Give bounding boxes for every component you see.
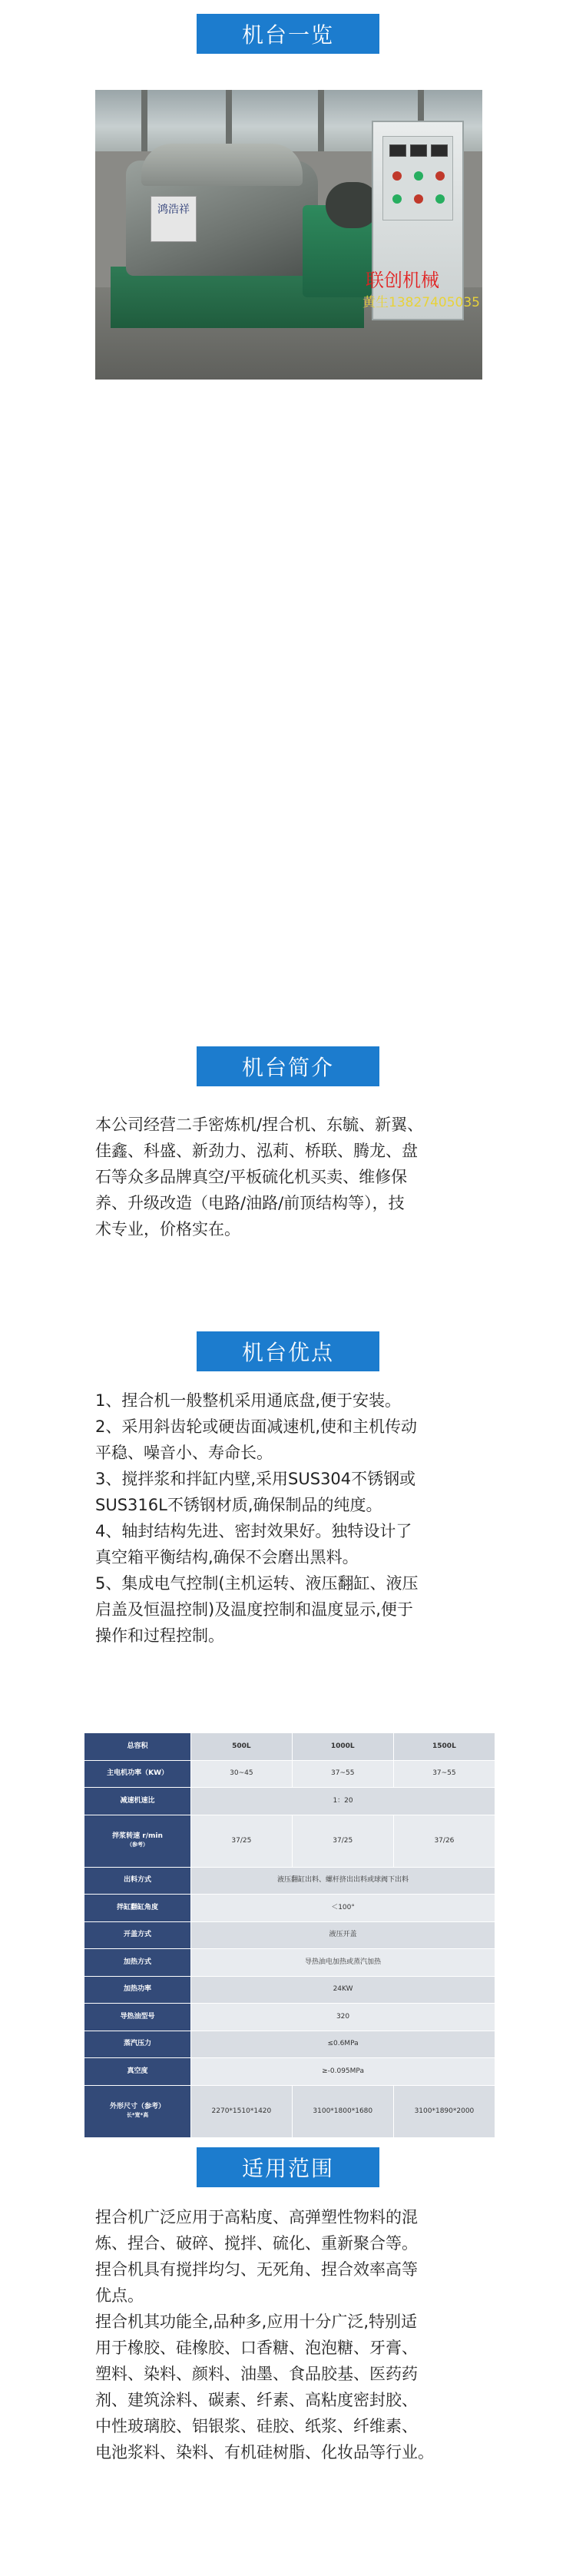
advantage-line: 启盖及恒温控制)及温度控制和温度显示,便于 — [95, 1600, 413, 1619]
section-header-overview — [197, 14, 379, 54]
scope-line: 中性玻璃胶、铝银浆、硅胶、纸浆、纤维素、 — [95, 2417, 418, 2435]
scope-line: 塑料、染料、颜料、油墨、食品胶基、医药药 — [95, 2365, 418, 2383]
spec-value: ＜100° — [191, 1895, 495, 1922]
section-header-intro — [197, 1046, 379, 1086]
spec-table-row — [84, 1949, 495, 1977]
section-title-advantages: 机台优点 — [241, 1340, 334, 1365]
spec-value: 3100*1800*1680 — [292, 2085, 393, 2137]
spec-table-row — [84, 2085, 495, 2137]
spec-label: 蒸汽压力 — [84, 2031, 191, 2058]
spec-value: ≥-0.095MPa — [191, 2058, 495, 2086]
spec-table-row — [84, 1921, 495, 1949]
advantage-line: 4、轴封结构先进、密封效果好。独特设计了 — [95, 1522, 412, 1540]
spec-value: 37/26 — [393, 1815, 495, 1867]
scope-line: 捏合机具有搅拌均匀、无死角、捏合效率高等 — [95, 2260, 418, 2279]
advantage-line: 3、搅拌浆和拌缸内壁,采用SUS304不锈钢或 — [95, 1470, 416, 1488]
spec-label: 出料方式 — [84, 1867, 191, 1895]
spec-table-row — [84, 2031, 495, 2058]
control-panel — [382, 136, 453, 220]
spec-label: 拌缸翻缸角度 — [84, 1895, 191, 1922]
spec-value: 37~55 — [292, 1760, 393, 1788]
scope-line: 捏合机广泛应用于高粘度、高弹塑性物料的混 — [95, 2208, 418, 2226]
spec-value: 30~45 — [191, 1760, 293, 1788]
section-header-advantages — [197, 1331, 379, 1371]
spec-label: 主电机功率（KW） — [84, 1760, 191, 1788]
intro-line: 术专业，价格实在。 — [95, 1220, 240, 1238]
spec-label: 减速机速比 — [84, 1788, 191, 1815]
spec-value: 37~55 — [393, 1760, 495, 1788]
spec-table-header-row — [84, 1733, 495, 1761]
spec-table-row — [84, 1895, 495, 1922]
section-header-scope — [197, 2147, 379, 2187]
spec-label: 总容积 — [84, 1733, 191, 1761]
photo-watermark-phone: 黄生13827405035 — [362, 295, 480, 310]
kneader-lid — [141, 144, 303, 186]
photo-watermark-name: 联创机械 — [366, 270, 439, 291]
machine-nameplate: 鸿浩祥 — [151, 196, 197, 242]
intro-line: 佳鑫、科盛、新劲力、泓莉、桥联、腾龙、盘 — [95, 1142, 418, 1160]
scope-line: 炼、捏合、破碎、搅拌、硫化、重新聚合等。 — [95, 2234, 418, 2253]
intro-paragraph — [95, 1112, 485, 1242]
scope-paragraph — [95, 2204, 485, 2465]
spec-label: 导热油型号 — [84, 2004, 191, 2031]
spec-value: 1：20 — [191, 1788, 495, 1815]
spec-label: 真空度 — [84, 2058, 191, 2086]
section-title-overview: 机台一览 — [241, 22, 334, 48]
spec-label: 开盖方式 — [84, 1921, 191, 1949]
machine-photo — [95, 90, 482, 380]
spec-label — [84, 1815, 191, 1867]
scope-line: 捏合机其功能全,品种多,应用十分广泛,特别适 — [95, 2312, 418, 2331]
advantage-line: 5、集成电气控制(主机运转、液压翻缸、液压 — [95, 1574, 419, 1593]
spec-label-text: 外形尺寸（参考） — [110, 2103, 166, 2111]
spec-table-row — [84, 1760, 495, 1788]
advantage-line: 2、采用斜齿轮或硬齿面减速机,使和主机传动 — [95, 1417, 418, 1436]
spec-value: 500L — [191, 1733, 293, 1761]
spec-table-row — [84, 1788, 495, 1815]
advantage-line: 操作和过程控制。 — [95, 1626, 224, 1645]
spec-value: 液压开盖 — [191, 1921, 495, 1949]
spec-value: 导热油电加热或蒸汽加热 — [191, 1949, 495, 1977]
spec-value: ≤0.6MPa — [191, 2031, 495, 2058]
spec-value: 3100*1890*2000 — [393, 2085, 495, 2137]
advantage-line: 1、捏合机一般整机采用通底盘,便于安装。 — [95, 1391, 402, 1410]
section-title-intro: 机台简介 — [241, 1055, 334, 1080]
intro-line: 养、升级改造（电路/油路/前顶结构等），技 — [95, 1194, 405, 1212]
spec-table — [84, 1732, 495, 2138]
spec-value: 1000L — [292, 1733, 393, 1761]
intro-line: 本公司经营二手密炼机/捏合机、东毓、新翼、 — [95, 1116, 424, 1134]
advantage-line: 平稳、噪音小、寿命长。 — [95, 1444, 273, 1462]
spec-label: 加热功率 — [84, 1976, 191, 2004]
spec-label-text: 拌浆转速 r/min — [112, 1832, 163, 1841]
spec-value: 24KW — [191, 1976, 495, 2004]
intro-line: 石等众多品牌真空/平板硫化机买卖、维修保 — [95, 1168, 408, 1186]
section-title-scope: 适用范围 — [241, 2156, 334, 2181]
spec-label: 加热方式 — [84, 1949, 191, 1977]
spec-table-row — [84, 1815, 495, 1867]
spec-value: 液压翻缸出料、螺杆挤出出料或球阀下出料 — [191, 1867, 495, 1895]
spec-value: 37/25 — [191, 1815, 293, 1867]
spec-table-row — [84, 1976, 495, 2004]
spec-label-sub: （参考） — [127, 1842, 149, 1848]
spec-value: 37/25 — [292, 1815, 393, 1867]
spec-table-row — [84, 2004, 495, 2031]
spec-label-sub: 长*宽*高 — [126, 2112, 149, 2119]
advantage-line: 真空箱平衡结构,确保不会磨出黑料。 — [95, 1548, 359, 1566]
scope-line: 用于橡胶、硅橡胶、口香糖、泡泡糖、牙膏、 — [95, 2339, 418, 2357]
spec-value: 1500L — [393, 1733, 495, 1761]
spec-value: 320 — [191, 2004, 495, 2031]
advantage-line: SUS316L不锈钢材质,确保制品的纯度。 — [95, 1496, 382, 1514]
spec-table-row — [84, 2058, 495, 2086]
scope-line: 优点。 — [95, 2286, 144, 2305]
scope-line: 剂、建筑涂料、碳素、纤素、高粘度密封胶、 — [95, 2391, 418, 2409]
spec-table-row — [84, 1867, 495, 1895]
spec-value: 2270*1510*1420 — [191, 2085, 293, 2137]
spec-label — [84, 2085, 191, 2137]
advantages-list — [95, 1387, 485, 1649]
scope-line: 电池浆料、染料、有机硅树脂、化妆品等行业。 — [95, 2443, 434, 2462]
